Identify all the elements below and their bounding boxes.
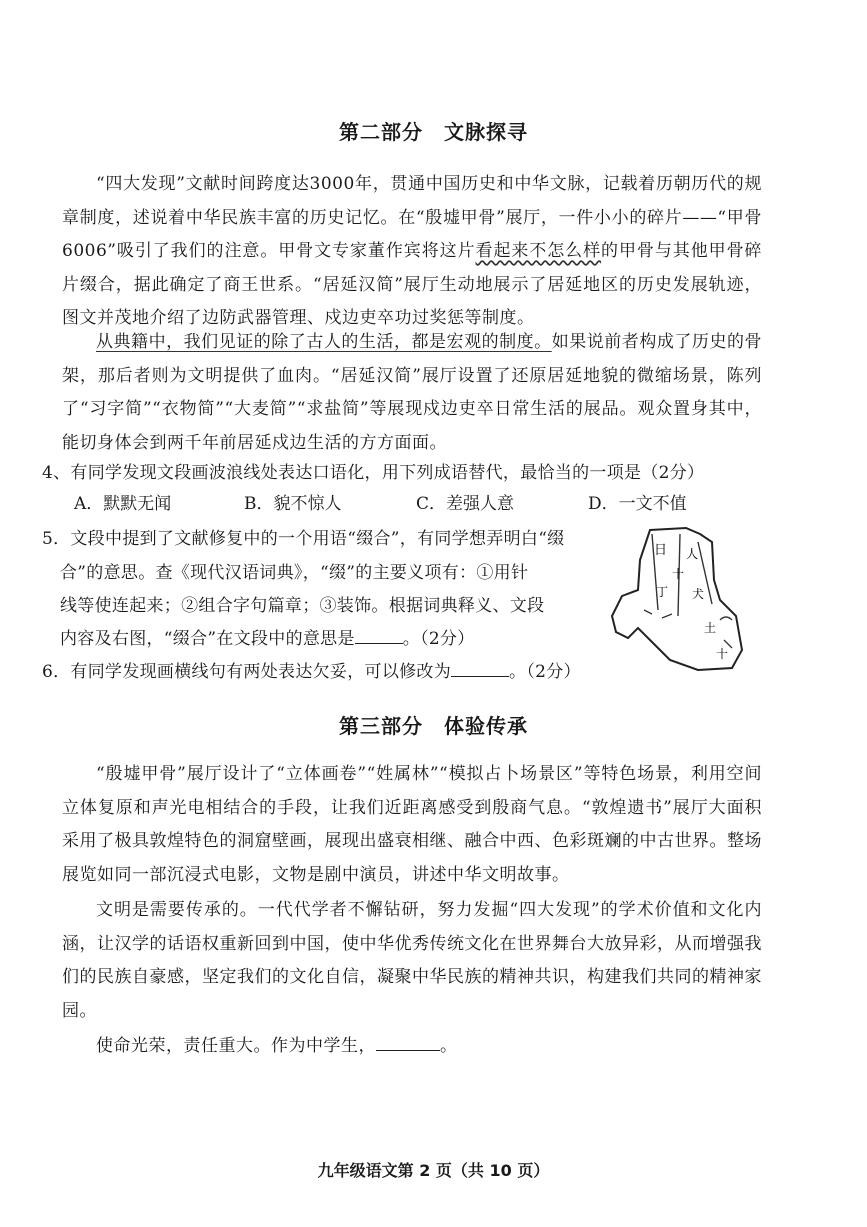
q5-text: 内容及右图，“缀合”在文段中的意思是 (60, 629, 355, 649)
wavy-underlined-phrase: 看起来不怎么样 (475, 241, 602, 261)
option-c: C．差强人意 (416, 494, 515, 514)
option-b: B．貌不惊人 (244, 494, 342, 514)
option-d: D．一文不值 (588, 494, 687, 514)
section2-paragraph-1 (62, 168, 762, 336)
section3-paragraph-1: “殷墟甲骨”展厅设计了“立体画卷”“姓属林”“模拟占卜场景区”等特色场景，利用空间立体复原和声光电相结合的手段，让我们近距离感受到殷商气息。“敦煌遗书”展厅大面积采用了极具敦煌特色的洞窟壁画，展现出盛衰相继、融合中西、色彩斑斓的中古世界。整场展览如同一部沉浸式电影，文物是剧中演员，讲述中华文明故事。 (62, 764, 762, 885)
bone-glyph: 丁 (656, 585, 669, 599)
section3-paragraph-2: 文明是需要传承的。一代代学者不懈钻研，努力发掘“四大发现”的学术价值和文化内涵，让汉学的话语权重新回到中国，使中华优秀传统文化在世界舞台大放异彩，从而增强我们的民族自豪感，坚定我们的文化自信，凝聚中华民族的精神共识，构建我们共同的精神家园。 (62, 900, 762, 1021)
para3-end: 。 (440, 1036, 458, 1056)
option-a: A．默默无闻 (74, 494, 172, 514)
section-title-2: 第二部分 文脉探寻 (339, 120, 528, 144)
section2-paragraph-2 (62, 326, 762, 460)
para2-text: 如果说前者构成了历史的骨架，那后者则为文明提供了血肉。“居延汉简”展厅设置了还原居延地貌的微缩场景，陈列了“习字简”“衣物简”“大麦简”“求盐简”等展现戍边吏卒日常生活的展品。观众置身其中，能切身体会到两千年前居延戍边生活的方方面面。 (62, 332, 762, 453)
q6-score: 。（2分） (509, 662, 581, 682)
q5-answer-blank[interactable] (355, 625, 403, 644)
final-answer-blank[interactable] (376, 1032, 440, 1051)
question-4-options (74, 490, 687, 518)
oracle-bone-fragment-image (608, 520, 748, 680)
question-5-line-3: 线等使连起来；②组合字句篇章；③装饰。根据词典释义、文段 (60, 596, 545, 616)
para1-text-a: “四大发现”文献时间跨度达3000年，贯通中国历史和中华文脉，记载着历朝历代的规章制度，述说着中华民族丰富的历史记忆。在“殷墟甲骨”展厅，一件小小的碎片——“甲骨6006”吸引了我们的注意。甲骨文专家董作宾将这片 (62, 174, 762, 261)
question-5-line-2: 合”的意思。查《现代汉语词典》，“缀”的主要义项有：①用针 (60, 563, 529, 583)
para3-text: 使命光荣，责任重大。作为中学生， (96, 1036, 376, 1056)
question-4-stem: 4、有同学发现文段画波浪线处表达口语化，用下列成语替代，最恰当的一项是（2分） (42, 463, 705, 483)
section-title-3: 第三部分 体验传承 (339, 714, 528, 738)
bone-glyph: 十 (672, 567, 685, 581)
bone-glyph: 犬 (692, 587, 705, 601)
para1-text-b: 的甲骨与其他甲骨碎片缀合，据此确定了商王世系。“居延汉简”展厅生动地展示了居延地区的历史发展轨迹，图文并茂地介绍了边防武器管理、戍边吏卒功过奖惩等制度。 (62, 241, 762, 328)
question-6 (42, 655, 581, 689)
bone-glyph: 土 (704, 621, 717, 635)
bone-glyph: 十 (716, 647, 729, 661)
question-5-line-1: 5．文段中提到了文献修复中的一个用语“缀合”，有同学想弄明白“缀 (42, 529, 565, 549)
question-5-line-4 (60, 622, 475, 656)
q6-answer-blank[interactable] (451, 658, 509, 677)
page-footer: 九年级语文第 2 页（共 10 页） (317, 1161, 550, 1180)
q5-score: 。（2分） (402, 629, 475, 649)
bone-glyph: 人 (686, 547, 699, 561)
section3-paragraph-3 (62, 1030, 762, 1064)
bone-glyph: 日 (654, 543, 668, 558)
q6-text: 6．有同学发现画横线句有两处表达欠妥，可以修改为 (42, 662, 452, 682)
underlined-sentence: 从典籍中，我们见证的除了古人的生活，都是宏观的制度。 (96, 332, 552, 352)
